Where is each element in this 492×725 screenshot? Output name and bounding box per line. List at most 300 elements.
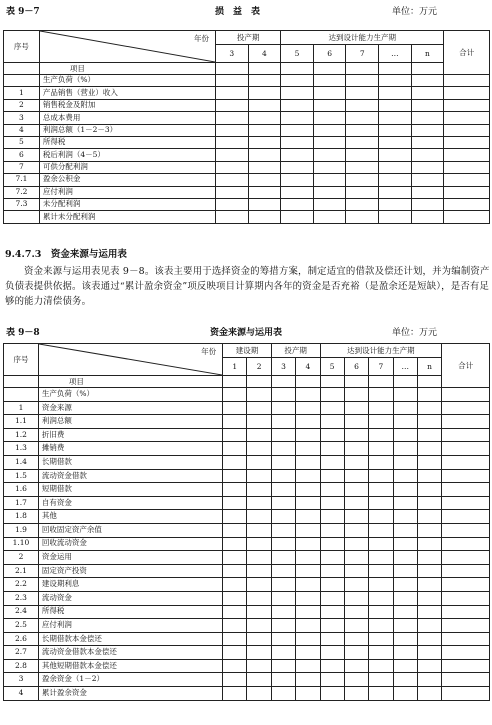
data-cell — [417, 388, 441, 402]
data-cell — [369, 578, 393, 592]
data-cell — [369, 619, 393, 633]
data-cell — [369, 646, 393, 660]
data-cell — [271, 469, 295, 483]
data-cell — [379, 198, 412, 210]
row-number: 1.3 — [4, 442, 39, 456]
data-cell — [344, 605, 368, 619]
data-cell — [247, 523, 271, 537]
data-cell — [271, 578, 295, 592]
year-col: 6 — [313, 45, 346, 63]
row-item: 固定资产投资 — [38, 564, 222, 578]
row-number: 7 — [4, 161, 40, 173]
data-cell — [393, 578, 417, 592]
data-cell — [444, 75, 490, 87]
table-row — [4, 510, 490, 524]
table-row — [4, 161, 490, 173]
data-cell — [320, 673, 344, 687]
data-cell — [344, 523, 368, 537]
data-cell — [247, 673, 271, 687]
row-item: 税后利润（4－5） — [39, 149, 215, 161]
data-cell — [444, 174, 490, 186]
data-cell — [247, 564, 271, 578]
data-cell — [223, 659, 247, 673]
data-cell — [223, 632, 247, 646]
data-cell — [442, 455, 490, 469]
data-cell — [223, 496, 247, 510]
data-cell — [379, 211, 412, 223]
data-cell — [281, 211, 314, 223]
data-cell — [296, 401, 320, 415]
data-cell — [320, 523, 344, 537]
data-cell — [248, 75, 281, 87]
data-cell — [247, 455, 271, 469]
data-cell — [215, 136, 248, 148]
data-cell — [320, 388, 344, 402]
data-cell — [223, 469, 247, 483]
row-number: 1.7 — [4, 496, 39, 510]
data-cell — [296, 442, 320, 456]
row-number: 1.5 — [4, 469, 39, 483]
row-number: 2.1 — [4, 564, 39, 578]
data-cell — [417, 646, 441, 660]
data-cell — [411, 87, 444, 99]
data-cell — [313, 124, 346, 136]
data-cell — [247, 415, 271, 429]
table-title: 损 益 表 — [215, 7, 261, 17]
data-cell — [223, 401, 247, 415]
row-number: 3 — [4, 673, 39, 687]
data-cell — [344, 469, 368, 483]
data-cell — [281, 174, 314, 186]
data-cell — [442, 578, 490, 592]
section-paragraph — [5, 264, 490, 309]
data-cell — [296, 510, 320, 524]
year-col: 7 — [369, 358, 393, 376]
row-item: 自有资金 — [38, 496, 222, 510]
group-header: 建设期 — [223, 344, 272, 358]
data-cell — [223, 415, 247, 429]
data-cell — [369, 510, 393, 524]
table-unit: 单位：万元 — [392, 7, 438, 17]
data-cell — [417, 673, 441, 687]
data-cell — [223, 551, 247, 565]
data-cell — [248, 161, 281, 173]
row-item: 资金来源 — [38, 401, 222, 415]
data-cell — [369, 632, 393, 646]
table-row — [4, 75, 490, 87]
data-cell — [417, 591, 441, 605]
data-cell — [271, 673, 295, 687]
row-number: 2.4 — [4, 605, 39, 619]
data-cell — [271, 442, 295, 456]
data-cell — [417, 632, 441, 646]
data-cell — [393, 428, 417, 442]
table-row — [4, 211, 490, 223]
year-col: 6 — [344, 358, 368, 376]
data-cell — [296, 388, 320, 402]
row-item: 其他短期借款本金偿还 — [38, 659, 222, 673]
data-cell — [393, 646, 417, 660]
row-item: 长期借款 — [38, 455, 222, 469]
data-cell — [344, 632, 368, 646]
data-cell — [344, 646, 368, 660]
data-cell — [346, 211, 379, 223]
data-cell — [296, 619, 320, 633]
year-col: n — [411, 45, 444, 63]
data-cell — [344, 537, 368, 551]
data-cell — [223, 523, 247, 537]
data-cell — [379, 124, 412, 136]
data-cell — [271, 523, 295, 537]
row-number: 2.3 — [4, 591, 39, 605]
header-item-year — [39, 31, 215, 63]
header-year: 年份 — [193, 34, 209, 43]
data-cell — [444, 99, 490, 111]
data-cell — [411, 75, 444, 87]
data-cell — [320, 591, 344, 605]
data-cell — [417, 619, 441, 633]
income-statement-table — [3, 30, 490, 224]
data-cell — [346, 99, 379, 111]
data-cell — [444, 136, 490, 148]
data-cell — [411, 161, 444, 173]
data-cell — [369, 659, 393, 673]
data-cell — [320, 510, 344, 524]
row-item: 所得税 — [39, 136, 215, 148]
data-cell — [247, 469, 271, 483]
data-cell — [444, 149, 490, 161]
data-cell — [296, 551, 320, 565]
data-cell — [296, 469, 320, 483]
paragraph-text: 资金来源与运用表见表 9－8。该表主要用于选择资金的筹措方案，制定适宜的借款及偿还计划，并为编制资产负债表提供依据。该表通过“累计盈余资金”项反映项目计算期内各年的资金是否充裕（是盈余还是短缺），是否有足够的能力清偿债务。 — [5, 266, 490, 307]
row-item: 销售税金及附加 — [39, 99, 215, 111]
data-cell — [442, 537, 490, 551]
year-col: 7 — [346, 45, 379, 63]
data-cell — [344, 401, 368, 415]
data-cell — [444, 87, 490, 99]
data-cell — [271, 659, 295, 673]
data-cell — [313, 198, 346, 210]
table-row — [4, 564, 490, 578]
data-cell — [344, 428, 368, 442]
data-cell — [281, 75, 314, 87]
row-item: 回收固定资产余值 — [38, 523, 222, 537]
data-cell — [320, 455, 344, 469]
data-cell — [417, 415, 441, 429]
data-cell — [393, 619, 417, 633]
data-cell — [379, 174, 412, 186]
table-row — [4, 537, 490, 551]
row-item: 应付利润 — [38, 619, 222, 633]
data-cell — [369, 591, 393, 605]
data-cell — [281, 186, 314, 198]
data-cell — [271, 415, 295, 429]
data-cell — [247, 619, 271, 633]
data-cell — [346, 174, 379, 186]
row-item: 摊销费 — [38, 442, 222, 456]
data-cell — [313, 161, 346, 173]
data-cell — [411, 112, 444, 124]
data-cell — [223, 646, 247, 660]
table-row — [4, 388, 490, 402]
header-seq: 序号 — [4, 344, 39, 376]
data-cell — [313, 75, 346, 87]
data-cell — [369, 415, 393, 429]
data-cell — [393, 455, 417, 469]
data-cell — [417, 523, 441, 537]
group-header: 投产期 — [215, 31, 280, 45]
data-cell — [444, 124, 490, 136]
data-cell — [313, 174, 346, 186]
data-cell — [379, 99, 412, 111]
row-item: 可供分配利润 — [39, 161, 215, 173]
year-col: … — [393, 358, 417, 376]
row-item: 流动资金借款 — [38, 469, 222, 483]
year-col: 4 — [296, 358, 320, 376]
table-row — [4, 401, 490, 415]
data-cell — [346, 124, 379, 136]
data-cell — [296, 659, 320, 673]
data-cell — [393, 659, 417, 673]
data-cell — [223, 591, 247, 605]
data-cell — [223, 428, 247, 442]
data-cell — [320, 578, 344, 592]
data-cell — [313, 186, 346, 198]
row-item: 折旧费 — [38, 428, 222, 442]
data-cell — [248, 186, 281, 198]
data-cell — [346, 198, 379, 210]
row-number: 2.2 — [4, 578, 39, 592]
table-row — [4, 673, 490, 687]
data-cell — [296, 632, 320, 646]
data-cell — [393, 564, 417, 578]
table-row — [4, 87, 490, 99]
data-cell — [346, 136, 379, 148]
data-cell — [223, 455, 247, 469]
data-cell — [271, 455, 295, 469]
data-cell — [247, 578, 271, 592]
table-row — [4, 415, 490, 429]
row-number: 6 — [4, 149, 40, 161]
table-title: 资金来源与运用表 — [210, 328, 283, 338]
row-item: 利润总额（1－2－3） — [39, 124, 215, 136]
data-cell — [271, 646, 295, 660]
data-cell — [281, 198, 314, 210]
group-header: 达到设计能力生产期 — [320, 344, 442, 358]
row-item: 产品销售（营业）收入 — [39, 87, 215, 99]
data-cell — [223, 687, 247, 701]
table-row — [4, 198, 490, 210]
data-cell — [344, 455, 368, 469]
row-number: 1.2 — [4, 428, 39, 442]
data-cell — [320, 646, 344, 660]
data-cell — [411, 198, 444, 210]
data-cell — [223, 605, 247, 619]
data-cell — [247, 632, 271, 646]
data-cell — [393, 415, 417, 429]
data-cell — [296, 523, 320, 537]
data-cell — [247, 687, 271, 701]
data-cell — [417, 687, 441, 701]
data-cell — [411, 99, 444, 111]
data-cell — [393, 442, 417, 456]
data-cell — [281, 87, 314, 99]
data-cell — [320, 537, 344, 551]
data-cell — [248, 211, 281, 223]
group-header: 投产期 — [271, 344, 320, 358]
data-cell — [346, 112, 379, 124]
data-cell — [320, 483, 344, 497]
data-cell — [411, 186, 444, 198]
data-cell — [393, 591, 417, 605]
data-cell — [271, 605, 295, 619]
header-total: 合计 — [442, 344, 490, 388]
data-cell — [411, 149, 444, 161]
year-col: 2 — [247, 358, 271, 376]
data-cell — [271, 388, 295, 402]
table-row — [4, 136, 490, 148]
data-cell — [442, 619, 490, 633]
data-cell — [442, 442, 490, 456]
data-cell — [344, 551, 368, 565]
data-cell — [215, 87, 248, 99]
table-row — [4, 659, 490, 673]
fund-flow-table — [3, 343, 490, 701]
data-cell — [417, 442, 441, 456]
data-cell — [444, 186, 490, 198]
data-cell — [281, 136, 314, 148]
row-number: 4 — [4, 124, 40, 136]
data-cell — [215, 149, 248, 161]
data-cell — [346, 75, 379, 87]
row-item: 回收流动资金 — [38, 537, 222, 551]
data-cell — [411, 124, 444, 136]
data-cell — [215, 75, 248, 87]
data-cell — [248, 174, 281, 186]
data-cell — [271, 619, 295, 633]
group-header: 达到设计能力生产期 — [281, 31, 444, 45]
data-cell — [281, 149, 314, 161]
data-cell — [379, 161, 412, 173]
data-cell — [444, 211, 490, 223]
data-cell — [215, 186, 248, 198]
table-row — [4, 186, 490, 198]
data-cell — [296, 455, 320, 469]
data-cell — [346, 186, 379, 198]
data-cell — [444, 112, 490, 124]
row-number: 2 — [4, 99, 40, 111]
table-row — [4, 632, 490, 646]
data-cell — [369, 605, 393, 619]
data-cell — [271, 687, 295, 701]
data-cell — [248, 198, 281, 210]
data-cell — [281, 124, 314, 136]
row-item: 所得税 — [38, 605, 222, 619]
data-cell — [247, 551, 271, 565]
data-cell — [417, 537, 441, 551]
data-cell — [442, 428, 490, 442]
data-cell — [417, 455, 441, 469]
data-cell — [393, 510, 417, 524]
header-item: 项目 — [39, 63, 215, 75]
data-cell — [320, 564, 344, 578]
header-item-year — [38, 344, 222, 376]
data-cell — [271, 510, 295, 524]
data-cell — [320, 428, 344, 442]
data-cell — [223, 619, 247, 633]
table-row — [4, 578, 490, 592]
table-row — [4, 591, 490, 605]
table-row — [4, 124, 490, 136]
data-cell — [442, 551, 490, 565]
data-cell — [393, 401, 417, 415]
row-number: 7.3 — [4, 198, 40, 210]
data-cell — [271, 496, 295, 510]
data-cell — [247, 483, 271, 497]
data-cell — [296, 537, 320, 551]
data-cell — [247, 659, 271, 673]
row-number — [4, 211, 40, 223]
row-number — [4, 388, 39, 402]
data-cell — [344, 591, 368, 605]
data-cell — [223, 388, 247, 402]
data-cell — [271, 428, 295, 442]
row-item: 其他 — [38, 510, 222, 524]
row-item: 累计盈余资金 — [38, 687, 222, 701]
data-cell — [442, 469, 490, 483]
row-item: 未分配利润 — [39, 198, 215, 210]
row-number: 5 — [4, 136, 40, 148]
data-cell — [346, 149, 379, 161]
data-cell — [417, 551, 441, 565]
data-cell — [393, 537, 417, 551]
data-cell — [320, 605, 344, 619]
data-cell — [296, 605, 320, 619]
data-cell — [379, 112, 412, 124]
data-cell — [344, 388, 368, 402]
data-cell — [442, 646, 490, 660]
data-cell — [393, 496, 417, 510]
data-cell — [442, 687, 490, 701]
row-item: 长期借款本金偿还 — [38, 632, 222, 646]
table-row — [4, 619, 490, 633]
year-col: 3 — [215, 45, 248, 63]
row-number: 2.5 — [4, 619, 39, 633]
year-col: n — [417, 358, 441, 376]
data-cell — [344, 496, 368, 510]
data-cell — [369, 673, 393, 687]
data-cell — [313, 149, 346, 161]
data-cell — [320, 551, 344, 565]
data-cell — [344, 483, 368, 497]
table-row — [4, 496, 490, 510]
data-cell — [313, 87, 346, 99]
data-cell — [369, 428, 393, 442]
data-cell — [417, 428, 441, 442]
data-cell — [379, 75, 412, 87]
data-cell — [248, 87, 281, 99]
data-cell — [393, 469, 417, 483]
data-cell — [313, 99, 346, 111]
data-cell — [248, 149, 281, 161]
data-cell — [247, 442, 271, 456]
data-cell — [223, 537, 247, 551]
data-cell — [215, 112, 248, 124]
data-cell — [442, 564, 490, 578]
row-item: 总成本费用 — [39, 112, 215, 124]
header-total: 合计 — [444, 31, 490, 75]
data-cell — [411, 211, 444, 223]
